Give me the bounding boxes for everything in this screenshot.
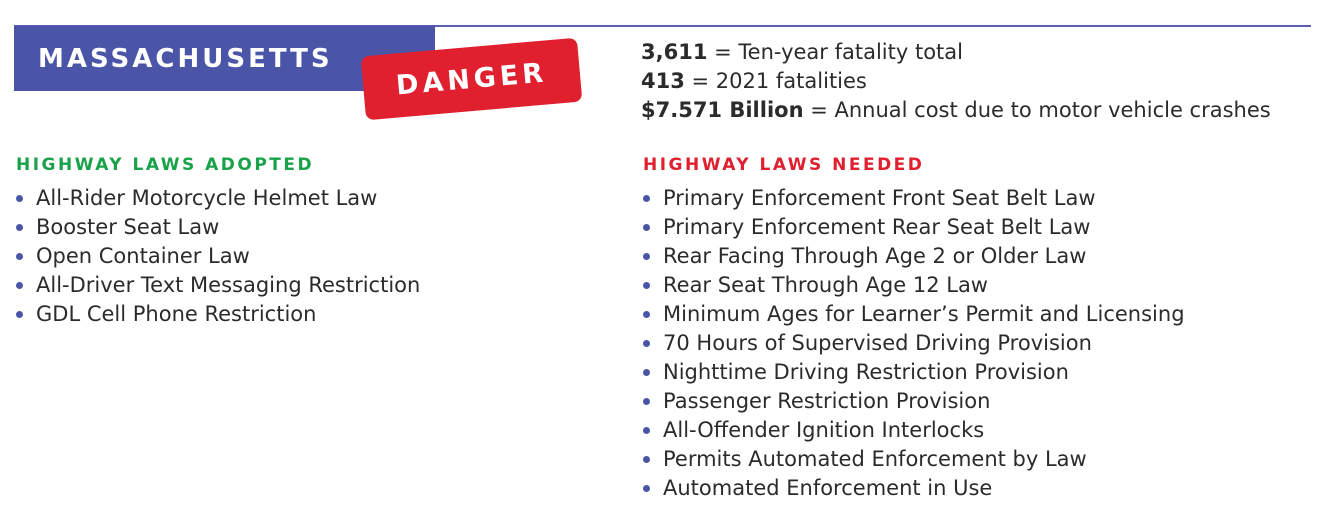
bullet-icon bbox=[16, 224, 23, 231]
bullet-icon bbox=[16, 311, 23, 318]
stat-label: = 2021 fatalities bbox=[684, 69, 867, 93]
list-item bbox=[643, 300, 1185, 329]
law-label: Primary Enforcement Front Seat Belt Law bbox=[663, 186, 1096, 210]
bullet-icon bbox=[643, 369, 650, 376]
laws-adopted-heading: HIGHWAY LAWS ADOPTED bbox=[16, 155, 315, 175]
stats-block bbox=[641, 38, 1271, 125]
list-item bbox=[16, 242, 420, 271]
stat-value: 3,611 bbox=[641, 40, 708, 64]
stat-2021-fatalities bbox=[641, 67, 1271, 96]
list-item bbox=[643, 474, 1185, 503]
law-label: Booster Seat Law bbox=[36, 215, 220, 239]
list-item bbox=[16, 300, 420, 329]
bullet-icon bbox=[16, 282, 23, 289]
law-label: Automated Enforcement in Use bbox=[663, 476, 993, 500]
list-item bbox=[643, 329, 1185, 358]
law-label: Passenger Restriction Provision bbox=[663, 389, 991, 413]
law-label: Open Container Law bbox=[36, 244, 250, 268]
law-label: Primary Enforcement Rear Seat Belt Law bbox=[663, 215, 1091, 239]
law-label: 70 Hours of Supervised Driving Provision bbox=[663, 331, 1092, 355]
stat-value: $7.571 Billion bbox=[641, 98, 804, 122]
stat-label: = Ten-year fatality total bbox=[707, 40, 963, 64]
list-item bbox=[16, 213, 420, 242]
law-label: All-Driver Text Messaging Restriction bbox=[36, 273, 421, 297]
bullet-icon bbox=[643, 456, 650, 463]
laws-adopted-list bbox=[16, 184, 420, 329]
list-item bbox=[643, 445, 1185, 474]
stat-value: 413 bbox=[641, 69, 685, 93]
law-label: Permits Automated Enforcement by Law bbox=[663, 447, 1087, 471]
law-label: Nighttime Driving Restriction Provision bbox=[663, 360, 1069, 384]
bullet-icon bbox=[643, 427, 650, 434]
list-item bbox=[643, 271, 1185, 300]
list-item bbox=[643, 184, 1185, 213]
danger-badge-label: DANGER bbox=[394, 56, 549, 102]
law-label: Rear Seat Through Age 12 Law bbox=[663, 273, 988, 297]
list-item bbox=[16, 271, 420, 300]
list-item bbox=[643, 213, 1185, 242]
bullet-icon bbox=[643, 195, 650, 202]
law-label: Minimum Ages for Learner’s Permit and Licensing bbox=[663, 302, 1185, 326]
law-label: GDL Cell Phone Restriction bbox=[36, 302, 317, 326]
bullet-icon bbox=[643, 253, 650, 260]
law-label: Rear Facing Through Age 2 or Older Law bbox=[663, 244, 1087, 268]
bullet-icon bbox=[643, 398, 650, 405]
law-label: All-Offender Ignition Interlocks bbox=[663, 418, 985, 442]
list-item bbox=[16, 184, 420, 213]
list-item bbox=[643, 358, 1185, 387]
stat-ten-year-fatalities bbox=[641, 38, 1271, 67]
bullet-icon bbox=[643, 485, 650, 492]
state-name: MASSACHUSETTS bbox=[38, 43, 333, 74]
stat-label: = Annual cost due to motor vehicle crashes bbox=[803, 98, 1271, 122]
list-item bbox=[643, 416, 1185, 445]
bullet-icon bbox=[16, 195, 23, 202]
stat-annual-cost bbox=[641, 96, 1271, 125]
list-item bbox=[643, 242, 1185, 271]
bullet-icon bbox=[643, 282, 650, 289]
laws-needed-list bbox=[643, 184, 1185, 503]
bullet-icon bbox=[643, 340, 650, 347]
bullet-icon bbox=[643, 311, 650, 318]
law-label: All-Rider Motorcycle Helmet Law bbox=[36, 186, 378, 210]
list-item bbox=[643, 387, 1185, 416]
bullet-icon bbox=[16, 253, 23, 260]
bullet-icon bbox=[643, 224, 650, 231]
laws-needed-heading: HIGHWAY LAWS NEEDED bbox=[643, 155, 925, 175]
